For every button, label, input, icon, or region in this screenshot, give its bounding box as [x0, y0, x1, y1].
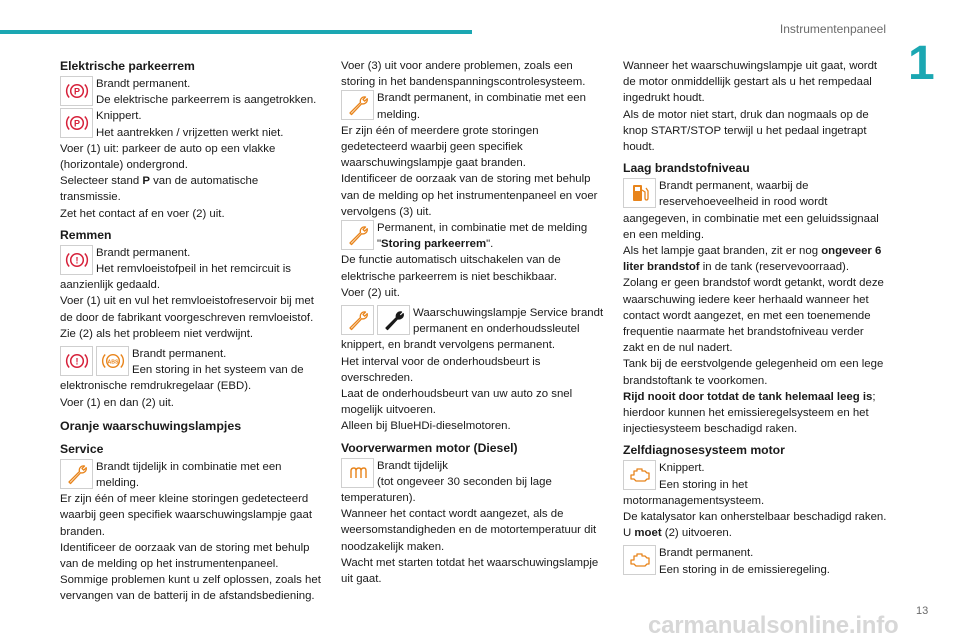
- heading-low-fuel: Laag brandstofniveau: [623, 161, 750, 176]
- text-line: Zolang er geen brandstof wordt getankt, wordt deze waarschuwing iedere keer herhaald wanneer het contact wordt aangezet, en met een toenemende frequentie naarmate het brandstofniveau verder zakt en de nul nadert.: [623, 277, 884, 355]
- text-line: Identificeer de oorzaak van de storing met behulp van de melding op het instrumentenpaneel en voer vervolgens (3) uit.: [341, 173, 598, 218]
- brakes-entry-1: [60, 245, 322, 294]
- brakes-entry-2: [60, 346, 322, 395]
- text-line: Brandt permanent.: [96, 78, 191, 90]
- heading-brakes: Remmen: [60, 227, 112, 242]
- text-line: (tot ongeveer 30 seconden bij lage temperaturen).: [341, 475, 552, 505]
- service-entry-3: [341, 220, 605, 252]
- text-line: Laat de onderhoudsbeurt van uw auto zo snel mogelijk uitvoeren.: [341, 388, 573, 417]
- text-line: Voer (2) uit.: [341, 286, 400, 299]
- text-line: Brandt permanent.: [132, 348, 227, 361]
- text-line: Alleen bij BlueHDi-dieselmotoren.: [341, 420, 511, 433]
- text-line: Het remvloeistofpeil in het remcircuit is aanzienlijk gedaald.: [60, 263, 291, 292]
- diagnosis-entry-2: [623, 545, 887, 577]
- chapter-number: 1: [908, 37, 935, 90]
- fuel-pump-orange-icon: [623, 178, 656, 208]
- heading-service: Service: [60, 441, 104, 456]
- text-line: Voer (1) uit en vul het remvloeistofreservoir bij met de door de fabrikant voorgeschreven remvloeistof.: [60, 295, 314, 324]
- text-line: Wanneer het waarschuwingslampje uit gaat, wordt de motor onmiddellijk gestart als u het rempedaal ingedrukt houdt.: [623, 60, 878, 105]
- service-wrench-orange-icon: [341, 220, 374, 250]
- service-entry-1: [60, 459, 322, 491]
- page-number: 13: [916, 605, 929, 617]
- header-accent-bar: [0, 30, 472, 34]
- text-line: Een storing in het systeem van de elektronische remdrukregelaar (EBD).: [60, 364, 304, 393]
- text-line: Rijd nooit door totdat de tank helemaal leeg is; hierdoor kunnen het emissieregelsysteem en het injectiesysteem beschadigd raken.: [623, 390, 876, 436]
- text-line: Brandt permanent, waarbij de reservehoeveelheid in rood wordt aangegeven, in combinatie met een geluidssignaal en een melding.: [623, 180, 879, 241]
- text-line: Zie (2) als het probleem niet verdwijnt.: [60, 327, 254, 340]
- service-entry-4: [341, 305, 605, 354]
- text-line: Knippert.: [96, 110, 142, 123]
- text-line: Tank bij de eerstvolgende gelegenheid om een lege brandstoftank te voorkomen.: [623, 358, 884, 387]
- engine-check-orange-icon: [623, 545, 656, 575]
- heading-preheat: Voorverwarmen motor (Diesel): [341, 440, 518, 455]
- service-wrench-orange-icon: [341, 90, 374, 120]
- heading-orange-warning-lights: Oranje waarschuwingslampjes: [60, 418, 242, 433]
- text-line: Brandt permanent, in combinatie met een melding.: [377, 92, 586, 121]
- heading-parking-brake: Elektrische parkeerrem: [60, 59, 195, 73]
- svg-text:!: !: [75, 255, 78, 266]
- parking-brake-entry-flashing: [60, 108, 322, 140]
- text-line: Zet het contact af en voer (2) uit.: [60, 207, 225, 220]
- text-line: Voer (1) en dan (2) uit.: [60, 396, 174, 409]
- parking-brake-entry-steady: [60, 76, 322, 108]
- text-line: Brandt permanent.: [659, 547, 754, 560]
- text-line: Knippert.: [659, 462, 705, 475]
- text-line: Een storing in de emissieregeling.: [659, 563, 830, 576]
- diagnosis-entry-1: [623, 460, 887, 509]
- text-line: De elektrische parkeerrem is aangetrokken.: [96, 94, 317, 107]
- service-wrench-orange-icon: [341, 305, 374, 335]
- text-line: Selecteer stand P van de automatische transmissie.: [60, 175, 259, 204]
- service-wrench-orange-icon: [60, 459, 93, 489]
- text-line: Het interval voor de onderhoudsbeurt is overschreden.: [341, 355, 541, 384]
- text-line: Voer (3) uit voor andere problemen, zoals een storing in het bandenspanningscontrolesysteem.: [341, 60, 586, 89]
- parking-brake-red-icon: [60, 76, 93, 106]
- service-entry-2: [341, 90, 605, 122]
- text-line: Waarschuwingslampje Service brandt permanent en onderhoudssleutel knippert, en brandt vervolgens permanent.: [341, 307, 604, 352]
- text-line: Een storing in het motormanagementsysteem.: [623, 478, 765, 507]
- text-line: Er zijn één of meer kleine storingen gedetecteerd waarbij geen specifiek waarschuwingslampje gaat branden.: [60, 493, 312, 538]
- text-line: Wanneer het contact wordt aangezet, als de weersomstandigheden en de motortemperatuur dit noodzakelijk maken.: [341, 508, 597, 553]
- text-line: De functie automatisch uitschakelen van de elektrische parkeerrem is niet beschikbaar.: [341, 254, 561, 283]
- svg-text:P: P: [73, 86, 80, 97]
- text-line: De katalysator kan onherstelbaar beschadigd raken.: [623, 511, 887, 524]
- glow-plug-orange-icon: [341, 458, 374, 488]
- text-line: Brandt tijdelijk: [377, 459, 448, 472]
- text-line: Het aantrekken / vrijzetten werkt niet.: [96, 126, 284, 139]
- text-line: Brandt tijdelijk in combinatie met een melding.: [96, 460, 282, 490]
- svg-text:ABS: ABS: [107, 359, 118, 366]
- section-title: Instrumentenpaneel: [779, 22, 886, 36]
- svg-text:P: P: [73, 118, 80, 129]
- brake-warning-red-icon: [60, 346, 93, 376]
- column-1: [60, 58, 322, 605]
- fuel-entry: [623, 178, 887, 243]
- abs-orange-icon: [96, 346, 129, 376]
- parking-brake-red-icon: [60, 108, 93, 138]
- text-line: Voer (1) uit: parkeer de auto op een vlakke (horizontale) ondergrond.: [60, 142, 276, 172]
- text-line: Permanent, in combinatie met de melding "Storing parkeerrem".: [377, 222, 588, 251]
- brake-warning-red-icon: [60, 245, 93, 275]
- text-line: Als het lampje gaat branden, zit er nog ongeveer 6 liter brandstof in de tank (reservevoorraad).: [623, 245, 882, 274]
- column-2: [341, 58, 605, 587]
- text-line: U moet (2) uitvoeren.: [623, 527, 732, 540]
- text-line: Als de motor niet start, druk dan nogmaals op de knop START/STOP terwijl u het pedaal ingetrapt houdt.: [623, 108, 869, 154]
- column-3: [623, 58, 887, 578]
- text-line: Brandt permanent.: [96, 246, 191, 259]
- text-line: Er zijn één of meerdere grote storingen gedetecteerd waarbij geen specifiek waarschuwingslampje gaat branden.: [341, 124, 539, 170]
- text-line: Wacht met starten totdat het waarschuwingslampje uit gaat.: [341, 556, 599, 586]
- watermark: carmanualsonline.info: [648, 612, 899, 639]
- spanner-black-icon: [377, 305, 410, 335]
- text-line: Identificeer de oorzaak van de storing met behulp van de melding op het instrumentenpaneel.: [60, 541, 310, 571]
- text-line: Sommige problemen kunt u zelf oplossen, zoals het vervangen van de batterij in de afstandsbediening.: [60, 574, 321, 603]
- preheat-entry: [341, 458, 605, 507]
- heading-engine-diagnosis: Zelfdiagnosesysteem motor: [623, 443, 785, 458]
- engine-check-orange-icon: [623, 460, 656, 490]
- svg-text:!: !: [75, 356, 78, 367]
